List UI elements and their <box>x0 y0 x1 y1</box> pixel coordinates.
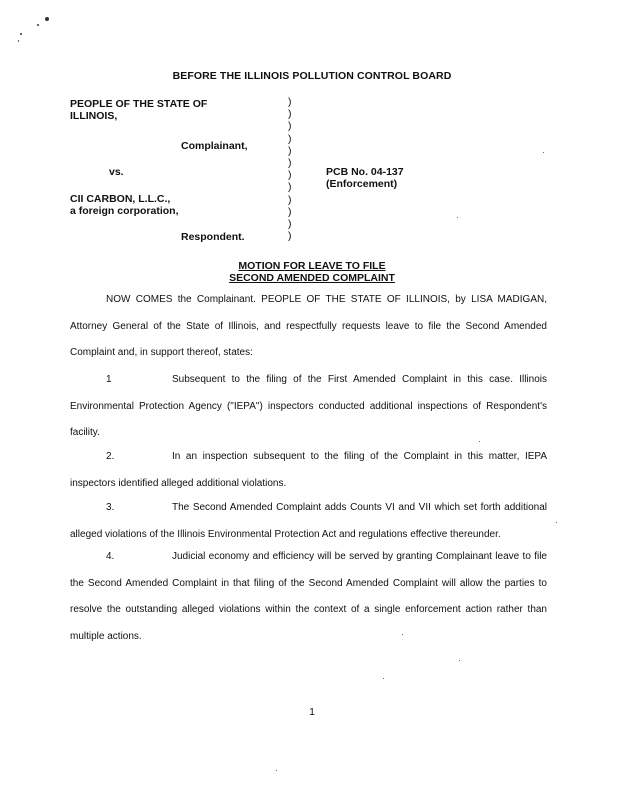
intro-paragraph <box>70 287 547 367</box>
numbered-paragraph <box>70 544 547 650</box>
board-title: BEFORE THE ILLINOIS POLLUTION CONTROL BOARD <box>172 70 452 82</box>
motion-title-line2: SECOND AMENDED COMPLAINT <box>229 272 395 284</box>
paragraph-text: Subsequent to the filing of the First Amended Complaint in this case. Illinois Environmental Protection Agency ("IEPA") inspectors conducted additional inspections of Respondent's facility. <box>70 374 547 438</box>
case-type: (Enforcement) <box>326 178 398 190</box>
complainant-label: Complainant, <box>181 140 248 152</box>
plaintiff-name-line1: PEOPLE OF THE STATE OF <box>70 98 208 110</box>
scan-speck <box>45 17 49 21</box>
case-number: PCB No. 04-137 <box>326 166 404 178</box>
intro-text: NOW COMES the Complainant. PEOPLE OF THE STATE OF ILLINOIS, by LISA MADIGAN, Attorney General of the State of Illinois, and respectfully requests leave to file the Second Amended Complaint and, in support thereof, states: <box>70 294 547 358</box>
page-number: 1 <box>309 706 315 718</box>
scan-speck <box>18 40 19 42</box>
paragraph-number: 2. <box>106 451 115 462</box>
numbered-paragraph <box>70 495 547 548</box>
defendant-name-line2: a foreign corporation, <box>70 205 179 217</box>
versus-label: vs. <box>109 166 124 178</box>
paragraph-text: In an inspection subsequent to the filing of the Complaint in this matter, IEPA inspectors identified alleged additional violations. <box>70 451 547 489</box>
scan-speck <box>276 770 277 771</box>
scan-speck <box>457 217 458 218</box>
paragraph-number: 1 <box>106 374 112 385</box>
scan-speck <box>556 522 557 523</box>
paragraph-number: 3. <box>106 502 115 513</box>
scan-speck <box>383 678 384 679</box>
plaintiff-name-line2: ILLINOIS, <box>70 110 118 122</box>
paragraph-number: 4. <box>106 551 115 562</box>
respondent-label: Respondent. <box>181 231 245 243</box>
motion-title-line1: MOTION FOR LEAVE TO FILE <box>238 260 386 272</box>
scan-speck <box>37 24 39 26</box>
defendant-name-line1: CII CARBON, L.L.C., <box>70 193 171 205</box>
paragraph-text: Judicial economy and efficiency will be served by granting Complainant leave to file the Second Amended Complaint in that filing of the Second Amended Complaint will allow the parties to resolve the outstanding alleged violations within the context of a single enforcement action rather than multiple actions. <box>70 551 547 642</box>
paragraph-text: The Second Amended Complaint adds Counts VI and VII which set forth additional alleged violations of the Illinois Environmental Protection Act and regulations effective thereunder. <box>70 502 547 540</box>
numbered-paragraph <box>70 444 547 497</box>
numbered-paragraph <box>70 367 547 447</box>
motion-title <box>0 260 624 284</box>
scan-speck <box>543 152 544 153</box>
scan-speck <box>459 660 460 661</box>
scan-speck <box>20 33 22 35</box>
caption-divider: ) ) ) ) ) ) ) ) ) ) ) ) <box>288 96 292 243</box>
